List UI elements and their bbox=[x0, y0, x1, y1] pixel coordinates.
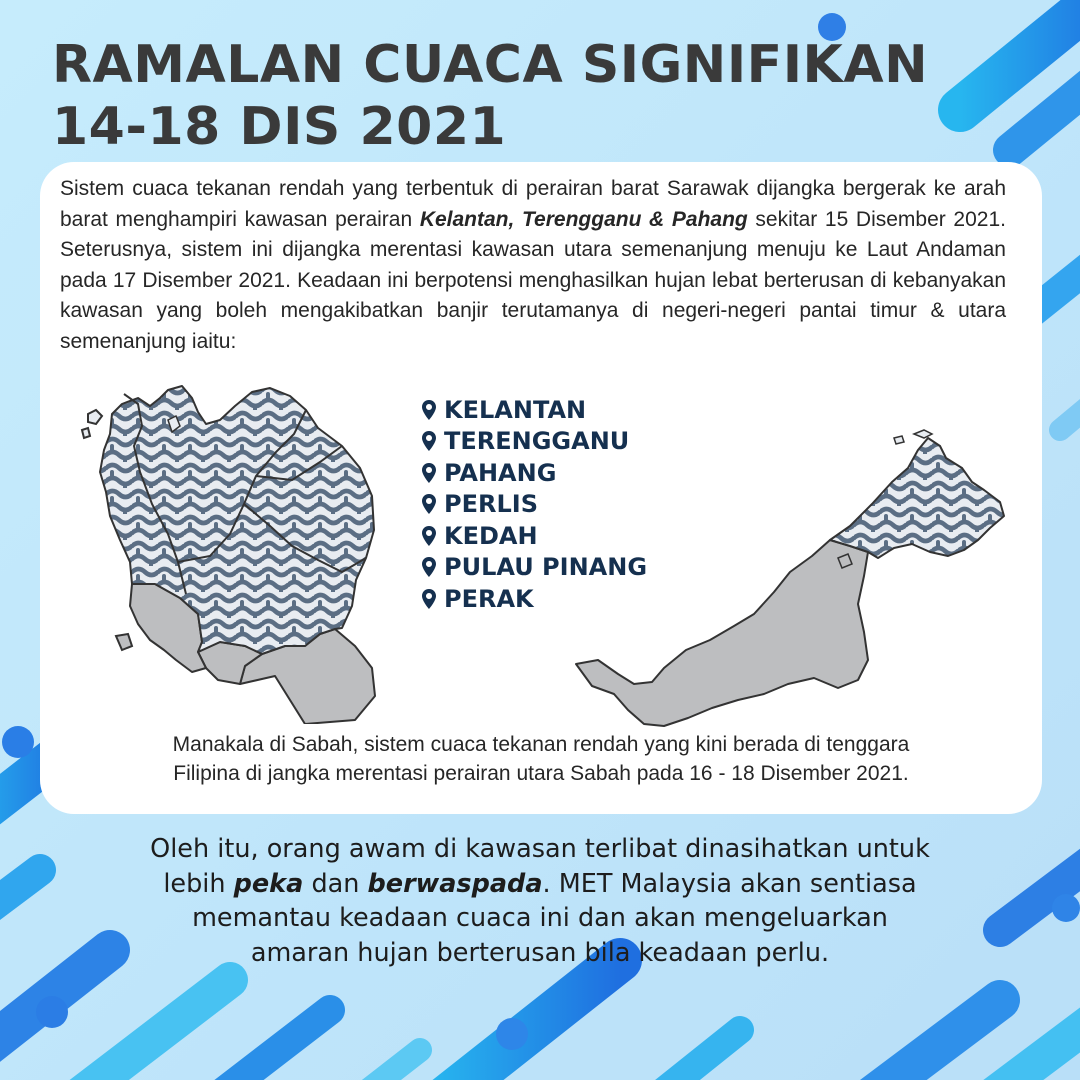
state-label: TERENGGANU bbox=[444, 427, 630, 456]
sabah-note bbox=[40, 730, 1042, 788]
advice-peka: peka bbox=[233, 868, 304, 899]
advice-line-3: memantau keadaan cuaca ini dan akan mengeluarkan bbox=[192, 903, 888, 933]
advisory-text bbox=[80, 832, 1000, 970]
advice-line-2-pre: lebih bbox=[163, 868, 234, 899]
sabah-note-line-2: Filipina di jangka merentasi perairan utara Sabah pada 16 - 18 Disember 2021. bbox=[173, 762, 909, 785]
map-pin-icon bbox=[422, 589, 436, 609]
intro-part-1: Sistem cuaca tekanan rendah yang terbentuk di perairan barat Sarawak dijangka bergerak ke arah barat menghampiri kawasan perairan bbox=[60, 177, 1006, 231]
state-label: PERAK bbox=[444, 584, 534, 613]
advice-berwaspada: berwaspada bbox=[367, 868, 543, 899]
state-label: KELANTAN bbox=[444, 395, 587, 424]
intro-paragraph bbox=[60, 174, 1006, 358]
title-line-1: RAMALAN CUACA SIGNIFIKAN bbox=[52, 35, 929, 95]
peninsular-malaysia-map bbox=[80, 384, 410, 724]
advice-line-2-post: . MET Malaysia akan sentiasa bbox=[542, 868, 917, 899]
map-pin-icon bbox=[422, 526, 436, 546]
map-pin-icon bbox=[422, 431, 436, 451]
state-label: PULAU PINANG bbox=[444, 553, 648, 582]
map-pin-icon bbox=[422, 494, 436, 514]
advice-line-2-mid: dan bbox=[303, 868, 368, 899]
borneo-malaysia-map bbox=[568, 428, 1008, 728]
content-card bbox=[40, 162, 1042, 814]
state-label: PERLIS bbox=[444, 490, 538, 519]
advice-line-1: Oleh itu, orang awam di kawasan terlibat dinasihatkan untuk bbox=[150, 834, 930, 864]
title-line-2: 14-18 DIS 2021 bbox=[52, 97, 507, 157]
map-pin-icon bbox=[422, 400, 436, 420]
map-pin-icon bbox=[422, 463, 436, 483]
state-label: PAHANG bbox=[444, 458, 557, 487]
state-label: KEDAH bbox=[444, 521, 538, 550]
advice-line-4: amaran hujan berterusan bila keadaan perlu. bbox=[250, 937, 830, 968]
page-title bbox=[52, 34, 928, 158]
sabah-note-line-1: Manakala di Sabah, sistem cuaca tekanan rendah yang kini berada di tenggara bbox=[172, 733, 910, 756]
intro-highlight: Kelantan, Terengganu & Pahang bbox=[419, 207, 748, 231]
map-pin-icon bbox=[422, 557, 436, 577]
state-kelantan bbox=[422, 394, 647, 426]
intro-part-2: sekitar 15 Disember 2021. Seterusnya, sistem ini dijangka merentasi kawasan utara semenanjung menuju ke Laut Andaman pada 17 Disember 2021. Keadaan ini berpotensi menghasilkan hujan lebat berterusan di kebanyakan kawasan yang boleh mengakibatkan banjir terutamanya di negeri-negeri pantai timur & utara semenanjung iaitu: bbox=[60, 207, 1006, 353]
